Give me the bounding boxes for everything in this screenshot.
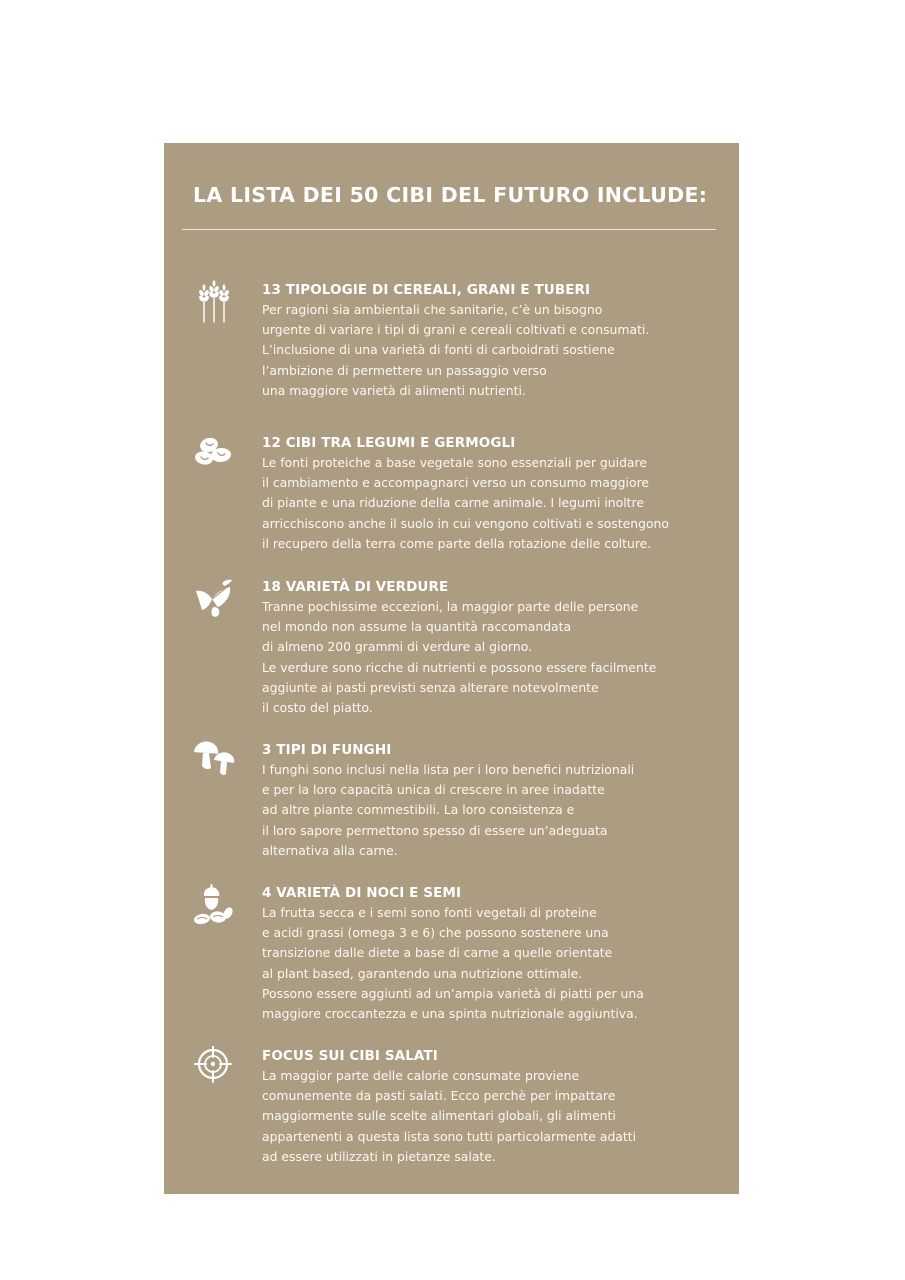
- wheat-icon: [192, 280, 238, 326]
- description-line: L’inclusione di una varietà di fonti di carboidrati sostiene: [262, 342, 615, 358]
- item-description: [262, 453, 742, 554]
- description-line: e per la loro capacità unica di crescere in aree inadatte: [262, 782, 605, 798]
- description-line: alternativa alla carne.: [262, 842, 398, 858]
- item-description: [262, 1066, 742, 1167]
- description-line: il recupero della terra come parte della rotazione delle colture.: [262, 535, 652, 551]
- description-line: di piante e una riduzione della carne animale. I legumi inoltre: [262, 495, 644, 511]
- item-description: [262, 903, 742, 1024]
- nuts-seeds-icon: [192, 883, 238, 929]
- item-heading: 3 TIPI DI FUNGHI: [262, 742, 392, 758]
- description-line: I funghi sono inclusi nella lista per i loro benefici nutrizionali: [262, 762, 635, 777]
- description-line: Le fonti proteiche a base vegetale sono essenziali per guidare: [262, 455, 647, 470]
- description-line: ad altre piante commestibili. La loro consistenza e: [262, 802, 575, 818]
- description-line: La frutta secca e i semi sono fonti vegetali di proteine: [262, 905, 597, 920]
- item-heading: 13 TIPOLOGIE DI CEREALI, GRANI E TUBERI: [262, 282, 591, 298]
- panel-title: LA LISTA DEI 50 CIBI DEL FUTURO INCLUDE:: [193, 183, 708, 207]
- description-line: Tranne pochissime eccezioni, la maggior parte delle persone: [262, 599, 639, 614]
- beans-icon: [192, 433, 238, 479]
- description-line: di almeno 200 grammi di verdure al giorno.: [262, 639, 533, 655]
- description-line: transizione dalle diete a base di carne a quelle orientate: [262, 945, 613, 961]
- target-icon: [192, 1046, 238, 1092]
- item-description: [262, 760, 742, 861]
- description-line: maggiore croccantezza e una spinta nutrizionale aggiuntiva.: [262, 1006, 638, 1022]
- item-heading: FOCUS SUI CIBI SALATI: [262, 1048, 438, 1064]
- description-line: arricchiscono anche il suolo in cui vengono coltivati e sostengono: [262, 515, 669, 531]
- description-line: al plant based, garantendo una nutrizione ottimale.: [262, 965, 583, 981]
- description-line: maggiormente sulle scelte alimentari globali, gli alimenti: [262, 1108, 616, 1124]
- description-line: il cambiamento e accompagnarci verso un consumo maggiore: [262, 475, 650, 491]
- mushroom-icon: [192, 740, 238, 786]
- item-description: [262, 597, 742, 718]
- item-heading: 18 VARIETÀ DI VERDURE: [262, 579, 449, 595]
- vegetables-icon: [192, 577, 238, 623]
- description-line: l’ambizione di permettere un passaggio verso: [262, 362, 547, 378]
- description-line: comunemente da pasti salati. Ecco perchè per impattare: [262, 1088, 616, 1104]
- description-line: Possono essere aggiunti ad un’ampia varietà di piatti per una: [262, 985, 644, 1001]
- description-line: Le verdure sono ricche di nutrienti e possono essere facilmente: [262, 659, 657, 675]
- description-line: aggiunte ai pasti previsti senza alterare notevolmente: [262, 679, 599, 695]
- description-line: e acidi grassi (omega 3 e 6) che possono sostenere una: [262, 925, 609, 941]
- description-line: ad essere utilizzati in pietanze salate.: [262, 1148, 496, 1164]
- description-line: una maggiore varietà di alimenti nutrienti.: [262, 382, 526, 398]
- description-line: urgente di variare i tipi di grani e cereali coltivati e consumati.: [262, 322, 650, 338]
- description-line: il loro sapore permettono spesso di essere un’adeguata: [262, 822, 608, 838]
- item-heading: 4 VARIETÀ DI NOCI E SEMI: [262, 885, 462, 901]
- description-line: La maggior parte delle calorie consumate proviene: [262, 1068, 580, 1083]
- description-line: appartenenti a questa lista sono tutti particolarmente adatti: [262, 1128, 637, 1144]
- description-line: Per ragioni sia ambientali che sanitarie, c’è un bisogno: [262, 302, 603, 317]
- title-divider: [182, 229, 716, 230]
- description-line: il costo del piatto.: [262, 700, 373, 716]
- item-description: [262, 300, 742, 401]
- description-line: nel mondo non assume la quantità raccomandata: [262, 619, 572, 635]
- info-panel: [164, 143, 739, 1194]
- item-heading: 12 CIBI TRA LEGUMI E GERMOGLI: [262, 435, 516, 451]
